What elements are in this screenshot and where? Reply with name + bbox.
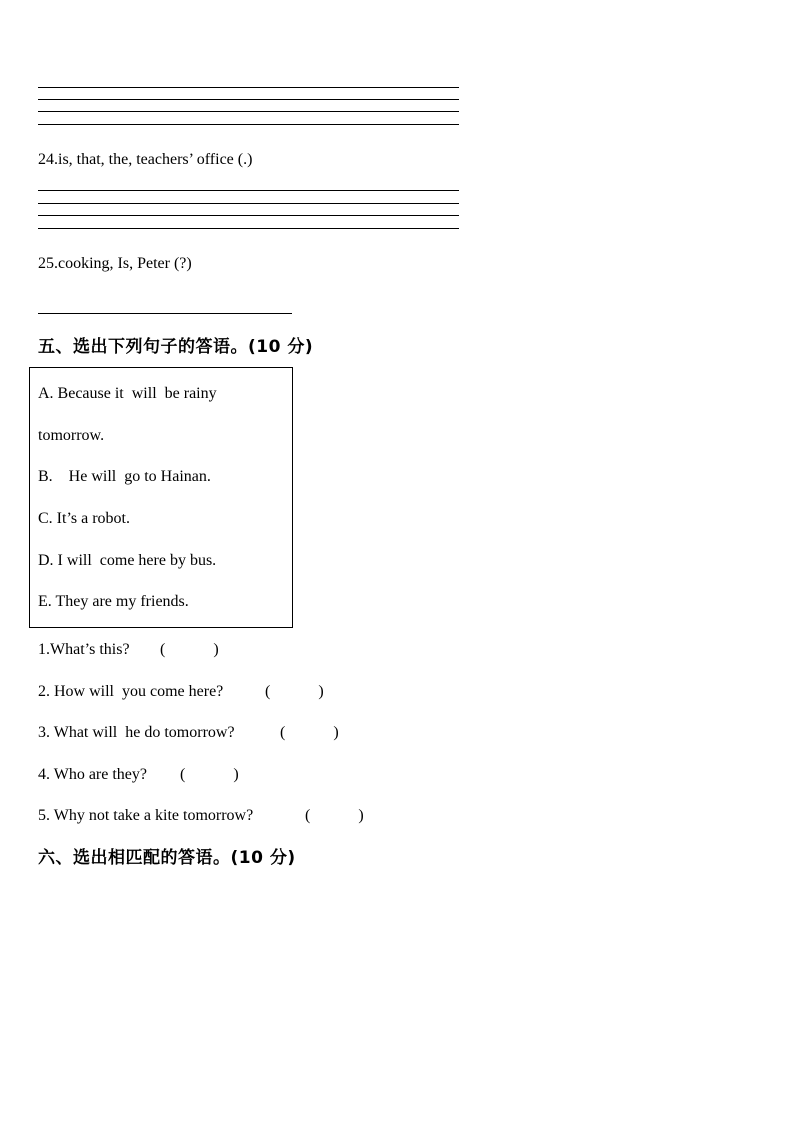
question-5: 5. Why not take a kite tomorrow?	[38, 807, 254, 824]
option-e: E. They are my friends.	[38, 593, 189, 610]
writing-line	[38, 228, 459, 229]
section-6-heading: 六、选出相匹配的答语。(10 分)	[38, 848, 296, 868]
writing-line	[38, 99, 459, 100]
option-c: C. It’s a robot.	[38, 510, 130, 527]
writing-line	[38, 215, 459, 216]
writing-line	[38, 124, 459, 125]
option-d: D. I will come here by bus.	[38, 552, 217, 569]
question-1: 1.What’s this?	[38, 641, 130, 658]
answer-blank-4[interactable]: ( )	[180, 766, 239, 783]
question-4: 4. Who are they?	[38, 766, 147, 783]
question-3: 3. What will he do tomorrow?	[38, 724, 235, 741]
writing-line	[38, 203, 459, 204]
answer-blank-2[interactable]: ( )	[265, 683, 324, 700]
writing-line	[38, 111, 459, 112]
answer-line	[38, 313, 292, 314]
answer-blank-5[interactable]: ( )	[305, 807, 364, 824]
question-24: 24.is, that, the, teachers’ office (.)	[38, 151, 253, 168]
answer-blank-1[interactable]: ( )	[160, 641, 219, 658]
section-5-heading: 五、选出下列句子的答语。(10 分)	[38, 337, 314, 357]
option-a-line2: tomorrow.	[38, 427, 105, 444]
writing-line	[38, 190, 459, 191]
question-25: 25.cooking, Is, Peter (?)	[38, 255, 192, 272]
options-box	[29, 367, 293, 628]
option-a-line1: A. Because it will be rainy	[38, 385, 217, 402]
option-b: B. He will go to Hainan.	[38, 468, 211, 485]
writing-line	[38, 87, 459, 88]
answer-blank-3[interactable]: ( )	[280, 724, 339, 741]
question-2: 2. How will you come here?	[38, 683, 224, 700]
